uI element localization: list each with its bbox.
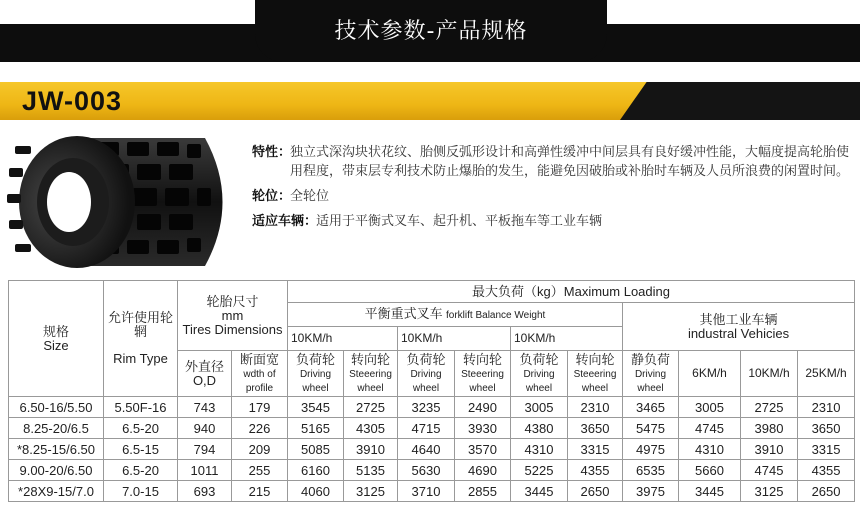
table-cell: 5660 (679, 460, 741, 481)
table-cell: 3005 (511, 397, 568, 418)
vehicles-row (252, 211, 852, 230)
table-row (9, 397, 855, 418)
header-drive-2: 负荷轮 Driving wheel (398, 351, 455, 397)
header-rim: 允许使用轮辋 Rim Type (104, 281, 178, 397)
table-cell: 3005 (679, 397, 741, 418)
table-cell: 2490 (455, 397, 511, 418)
table-cell: 6535 (623, 460, 679, 481)
table-cell: 3910 (344, 439, 398, 460)
table-cell: 5165 (288, 418, 344, 439)
header-drive-3: 负荷轮 Driving wheel (511, 351, 568, 397)
table-cell: 4715 (398, 418, 455, 439)
table-cell: 3975 (623, 481, 679, 502)
table-cell: 2725 (741, 397, 798, 418)
table-cell: 3315 (798, 439, 855, 460)
features-row (252, 142, 852, 180)
table-cell: 3650 (568, 418, 623, 439)
header-steer-1: 转向轮 Steeering wheel (344, 351, 398, 397)
table-row (9, 439, 855, 460)
table-cell: 4355 (798, 460, 855, 481)
header-tire-dimensions: 轮胎尺寸 mm Tires Dimensions (178, 281, 288, 351)
table-cell: 4355 (568, 460, 623, 481)
table-cell: 2855 (455, 481, 511, 502)
vehicles-label: 适应车辆： (252, 213, 318, 228)
product-info (252, 142, 852, 236)
table-cell: 4745 (741, 460, 798, 481)
header-static: 静负荷 Driving wheel (623, 351, 679, 397)
speed-group-1: 10KM/h (288, 327, 398, 351)
table-cell: 3125 (741, 481, 798, 502)
vehicles-text: 适用于平衡式叉车、起升机、平板拖车等工业车辆 (316, 213, 603, 228)
table-cell: 6.50-16/5.50 (9, 397, 104, 418)
table-cell: *8.25-15/6.50 (9, 439, 104, 460)
table-cell: 3465 (623, 397, 679, 418)
header-size: 规格 Size (9, 281, 104, 397)
table-cell: 940 (178, 418, 232, 439)
header-10kmh: 10KM/h (741, 351, 798, 397)
header-od: 外直径 O,D (178, 351, 232, 397)
table-cell: 6.5-20 (104, 418, 178, 439)
table-cell: 3650 (798, 418, 855, 439)
table-cell: 3710 (398, 481, 455, 502)
speed-group-2: 10KM/h (398, 327, 511, 351)
table-cell: 3235 (398, 397, 455, 418)
header-6kmh: 6KM/h (679, 351, 741, 397)
table-cell: 3125 (344, 481, 398, 502)
spec-table-body (9, 397, 855, 502)
features-label: 特性： (252, 144, 292, 159)
table-cell: 255 (232, 460, 288, 481)
table-cell: 3445 (511, 481, 568, 502)
table-cell: 4745 (679, 418, 741, 439)
header-steer-2: 转向轮 Steeering wheel (455, 351, 511, 397)
table-cell: 2650 (568, 481, 623, 502)
table-row (9, 460, 855, 481)
header-width: 断面宽 wdth of profile (232, 351, 288, 397)
header-band (0, 0, 860, 64)
table-cell: 5.50F-16 (104, 397, 178, 418)
table-cell: *28X9-15/7.0 (9, 481, 104, 502)
table-cell: 5135 (344, 460, 398, 481)
table-row (9, 418, 855, 439)
features-text: 独立式深沟块状花纹、胎侧反弧形设计和高弹性缓冲中间层具有良好缓冲性能，大幅度提高轮胎使用程度，带束层专利技术防止爆胎的发生，能避免因破胎或补胎时车辆及人员所浪费的闲置时间。 (290, 144, 850, 178)
table-cell: 2310 (568, 397, 623, 418)
header-drive-1: 负荷轮 Driving wheel (288, 351, 344, 397)
table-cell: 4060 (288, 481, 344, 502)
table-cell: 215 (232, 481, 288, 502)
table-cell: 6.5-20 (104, 460, 178, 481)
table-cell: 9.00-20/6.50 (9, 460, 104, 481)
table-cell: 693 (178, 481, 232, 502)
header-forklift: 平衡重式叉车 forklift Balance Weight (288, 303, 623, 327)
table-cell: 226 (232, 418, 288, 439)
table-cell: 5630 (398, 460, 455, 481)
table-cell: 3445 (679, 481, 741, 502)
header-steer-3: 转向轮 Steeering wheel (568, 351, 623, 397)
table-row (9, 481, 855, 502)
table-cell: 4640 (398, 439, 455, 460)
table-cell: 7.0-15 (104, 481, 178, 502)
table-cell: 6.5-15 (104, 439, 178, 460)
model-band (0, 82, 860, 120)
table-cell: 5475 (623, 418, 679, 439)
header-25kmh: 25KM/h (798, 351, 855, 397)
table-cell: 209 (232, 439, 288, 460)
table-cell: 2650 (798, 481, 855, 502)
model-name: JW-003 (22, 86, 122, 116)
table-cell: 8.25-20/6.5 (9, 418, 104, 439)
table-cell: 2310 (798, 397, 855, 418)
spec-table (8, 280, 855, 502)
table-cell: 4975 (623, 439, 679, 460)
position-label: 轮位： (252, 188, 292, 203)
table-cell: 4690 (455, 460, 511, 481)
position-text: 全轮位 (290, 188, 330, 203)
table-cell: 743 (178, 397, 232, 418)
table-cell: 4310 (679, 439, 741, 460)
table-cell: 3570 (455, 439, 511, 460)
table-cell: 5225 (511, 460, 568, 481)
table-cell: 4380 (511, 418, 568, 439)
table-cell: 5085 (288, 439, 344, 460)
table-cell: 3930 (455, 418, 511, 439)
header-other-vehicles: 其他工业车辆 industral Vehicies (623, 303, 855, 351)
table-cell: 3315 (568, 439, 623, 460)
position-row (252, 186, 852, 205)
table-cell: 1011 (178, 460, 232, 481)
table-cell: 794 (178, 439, 232, 460)
table-cell: 6160 (288, 460, 344, 481)
table-cell: 3545 (288, 397, 344, 418)
speed-group-3: 10KM/h (511, 327, 623, 351)
table-cell: 179 (232, 397, 288, 418)
model-band-dark-accent (620, 82, 860, 120)
tire-image (5, 128, 240, 276)
table-cell: 3910 (741, 439, 798, 460)
header-tab (255, 0, 607, 62)
table-cell: 3980 (741, 418, 798, 439)
page-title: 技术参数-产品规格 (334, 19, 528, 44)
table-cell: 4310 (511, 439, 568, 460)
table-cell: 4305 (344, 418, 398, 439)
table-cell: 2725 (344, 397, 398, 418)
header-max-load: 最大负荷（kg）Maximum Loading (288, 281, 855, 303)
